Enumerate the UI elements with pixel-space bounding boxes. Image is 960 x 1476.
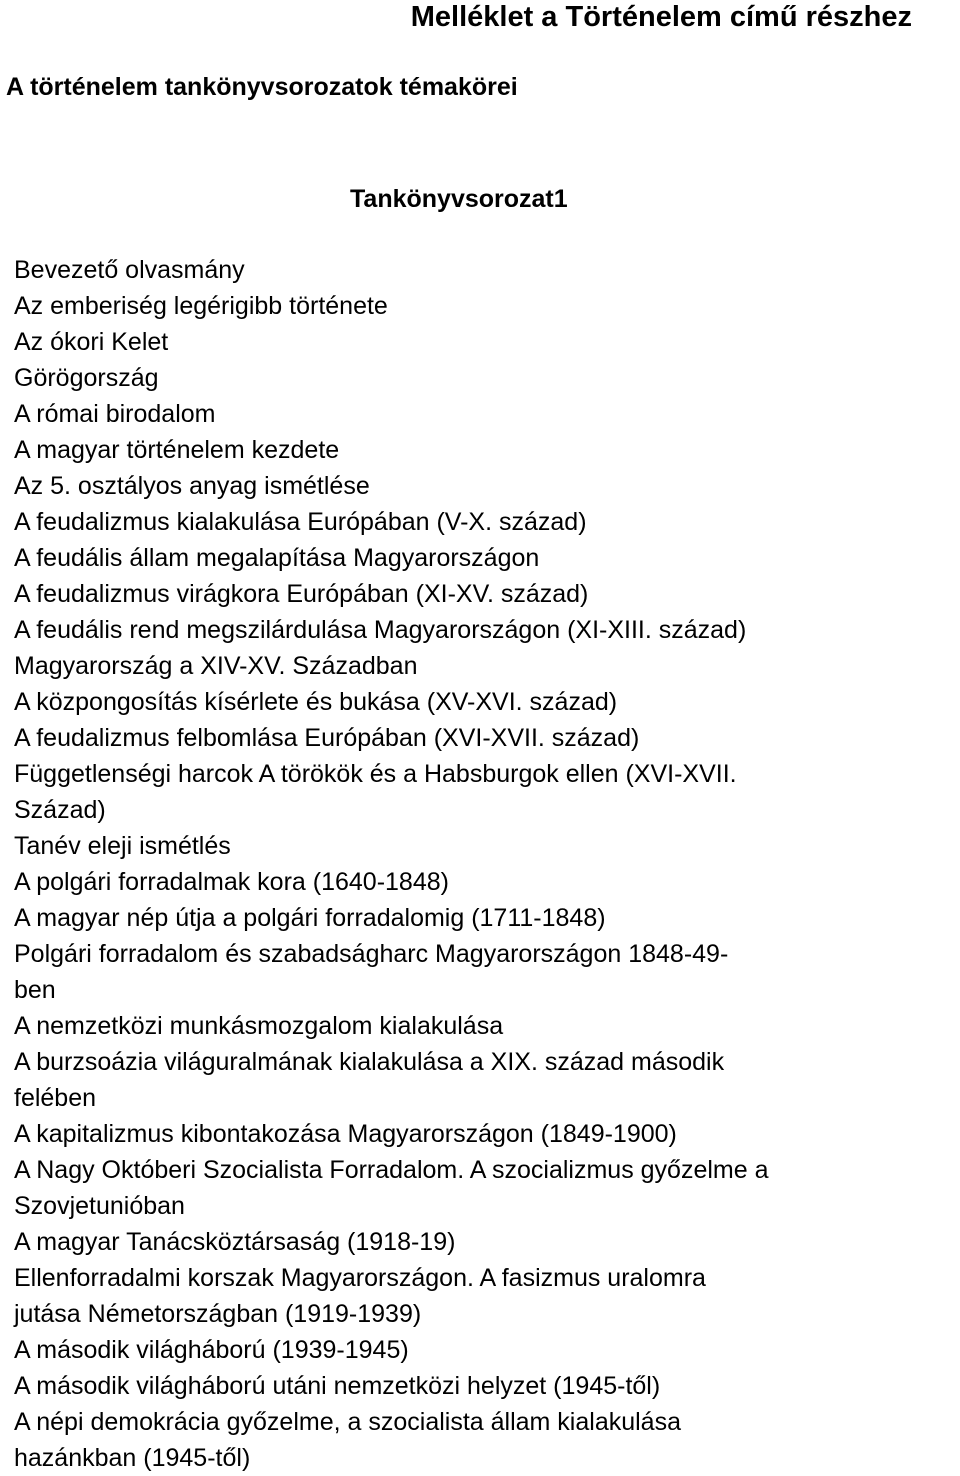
- document-title: Melléklet a Történelem című részhez: [410, 1, 912, 33]
- topic-line: Magyarország a XIV-XV. Században: [14, 652, 418, 680]
- topic-line: ben: [14, 976, 56, 1004]
- topic-line: Görögország: [14, 364, 159, 392]
- topic-line: A közpongosítás kísérlete és bukása (XV-XVI. század): [14, 688, 618, 716]
- topic-line: A feudális rend megszilárdulása Magyarországon (XI-XIII. század): [14, 616, 747, 644]
- topic-line: Az emberiség legérigibb története: [14, 292, 388, 320]
- topic-line: felében: [14, 1084, 97, 1112]
- topic-line: Század): [14, 796, 106, 824]
- topic-list: [14, 252, 958, 1476]
- series-title: Tankönyvsorozat1: [350, 185, 568, 213]
- topic-line: Ellenforradalmi korszak Magyarországon. A fasizmus uralomra: [14, 1264, 706, 1292]
- topic-line: A magyar történelem kezdete: [14, 436, 340, 464]
- topic-line: A polgári forradalmak kora (1640-1848): [14, 868, 449, 896]
- topic-line: A feudalizmus virágkora Európában (XI-XV. század): [14, 580, 589, 608]
- topic-line: Függetlenségi harcok A törökök és a Habsburgok ellen (XVI-XVII.: [14, 760, 737, 788]
- topic-line: Tanév eleji ismétlés: [14, 832, 231, 860]
- topic-line: Az 5. osztályos anyag ismétlése: [14, 472, 370, 500]
- topic-line: Bevezető olvasmány: [14, 256, 245, 284]
- topic-line: A magyar Tanácsköztársaság (1918-19): [14, 1228, 456, 1256]
- topic-line: jutása Németországban (1919-1939): [14, 1300, 422, 1328]
- topic-line: hazánkban (1945-től): [14, 1444, 251, 1472]
- topic-line: Az ókori Kelet: [14, 328, 169, 356]
- topic-line: A burzsoázia világuralmának kialakulása a XIX. század második: [14, 1048, 725, 1076]
- topic-line: Polgári forradalom és szabadságharc Magyarországon 1848-49-: [14, 940, 729, 968]
- topic-line: A feudalizmus kialakulása Európában (V-X. század): [14, 508, 587, 536]
- document-subtitle: A történelem tankönyvsorozatok témakörei: [6, 73, 518, 101]
- topic-line: A nemzetközi munkásmozgalom kialakulása: [14, 1012, 504, 1040]
- topic-line: A feudális állam megalapítása Magyarországon: [14, 544, 540, 572]
- topic-line: A második világháború utáni nemzetközi helyzet (1945-től): [14, 1372, 661, 1400]
- topic-line: A magyar nép útja a polgári forradalomig (1711-1848): [14, 904, 606, 932]
- topic-line: Szovjetunióban: [14, 1192, 185, 1220]
- topic-line: A második világháború (1939-1945): [14, 1336, 409, 1364]
- topic-line: A népi demokrácia győzelme, a szocialista állam kialakulása: [14, 1408, 681, 1436]
- topic-line: A feudalizmus felbomlása Európában (XVI-XVII. század): [14, 724, 640, 752]
- topic-line: A kapitalizmus kibontakozása Magyarországon (1849-1900): [14, 1120, 677, 1148]
- topic-line: A római birodalom: [14, 400, 216, 428]
- topic-line: A Nagy Októberi Szocialista Forradalom. A szocializmus győzelme a: [14, 1156, 769, 1184]
